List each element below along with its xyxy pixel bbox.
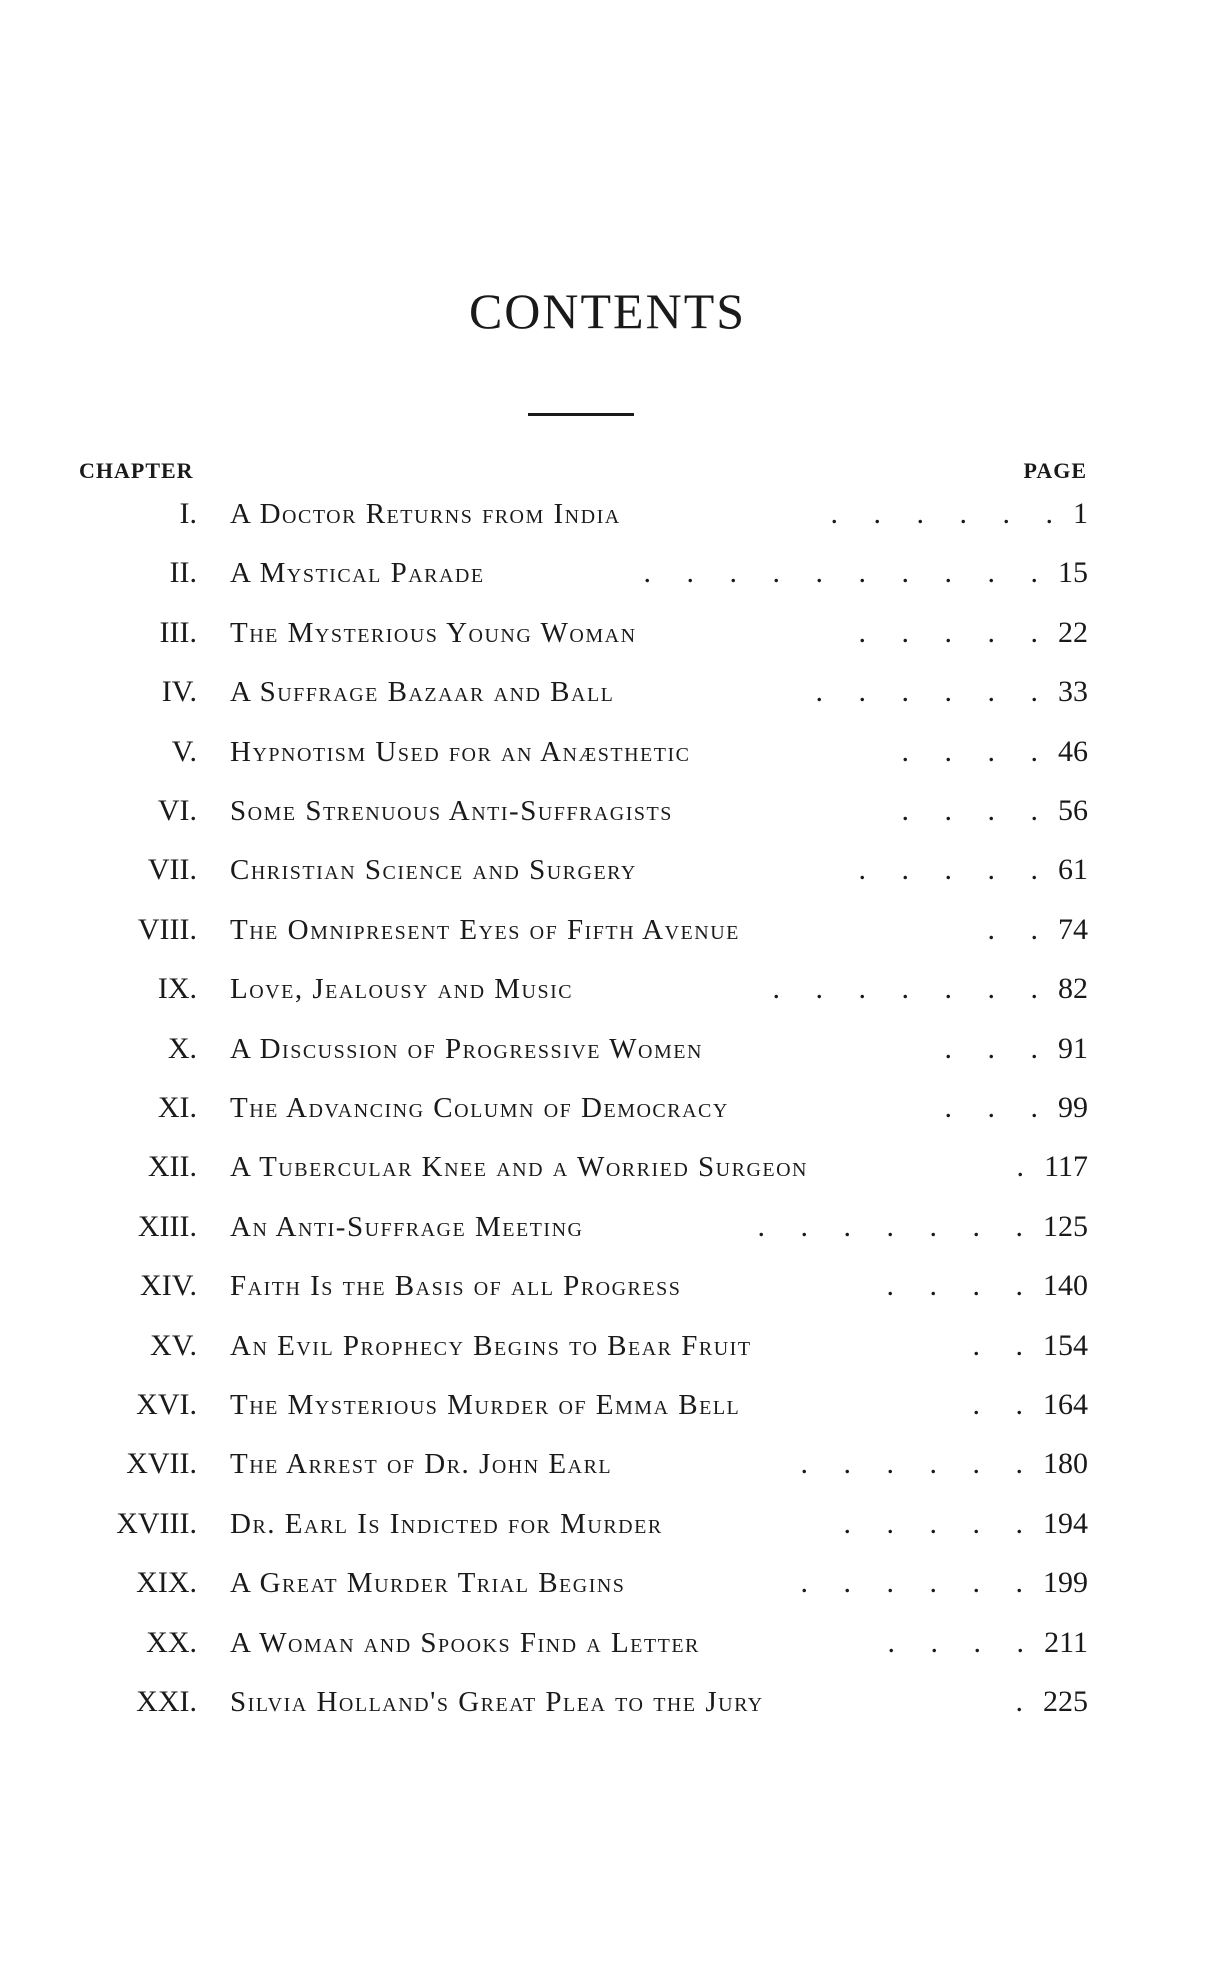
chapter-title: The Mysterious Murder of Emma Bell bbox=[230, 1389, 741, 1421]
leader-dots: . . . . . bbox=[858, 853, 1052, 887]
toc-entry[interactable] bbox=[0, 1381, 1215, 1429]
chapter-number: II. bbox=[169, 556, 197, 590]
page-number: 82 bbox=[1058, 972, 1088, 1006]
leader-dots: . . . . . bbox=[843, 1506, 1037, 1540]
chapter-title: The Omnipresent Eyes of Fifth Avenue bbox=[230, 913, 740, 946]
chapter-title: Hypnotism Used for an Anæsthetic bbox=[230, 735, 691, 768]
page-number: 125 bbox=[1043, 1209, 1088, 1243]
chapter-number: XX. bbox=[146, 1625, 197, 1659]
toc-entry[interactable] bbox=[0, 549, 1215, 597]
leader-dots: . . bbox=[972, 1388, 1037, 1421]
chapter-title: Faith Is the Basis of all Progress bbox=[230, 1270, 682, 1303]
chapter-title: A Discussion of Progressive Women bbox=[230, 1032, 703, 1065]
chapter-number: XV. bbox=[150, 1328, 197, 1362]
page-number: 199 bbox=[1043, 1566, 1088, 1600]
page-number: 225 bbox=[1043, 1685, 1088, 1718]
chapter-number: XIV. bbox=[140, 1269, 197, 1303]
page-number: 154 bbox=[1043, 1328, 1088, 1362]
page-title: CONTENTS bbox=[468, 283, 747, 339]
page-number: 211 bbox=[1044, 1625, 1088, 1659]
chapter-title: A Great Murder Trial Begins bbox=[230, 1567, 626, 1600]
toc-entry[interactable] bbox=[0, 1025, 1215, 1073]
toc-entry[interactable] bbox=[0, 1262, 1215, 1310]
chapter-number: I. bbox=[179, 497, 197, 530]
chapter-title: Christian Science and Surgery bbox=[230, 854, 637, 887]
chapter-title: Some Strenuous Anti-Suffragists bbox=[230, 795, 673, 827]
chapter-number: IV. bbox=[161, 675, 197, 709]
chapter-number: XI. bbox=[157, 1091, 197, 1124]
leader-dots: . . . . . . bbox=[815, 675, 1052, 709]
leader-dots: . . . . . . bbox=[800, 1447, 1037, 1481]
toc-entry[interactable] bbox=[0, 846, 1215, 894]
chapter-title: An Anti-Suffrage Meeting bbox=[230, 1210, 584, 1243]
toc-entry[interactable] bbox=[0, 609, 1215, 657]
leader-dots: . . bbox=[972, 1328, 1037, 1362]
toc-entry[interactable] bbox=[0, 1559, 1215, 1607]
chapter-column-header: CHAPTER bbox=[79, 458, 194, 483]
toc-entry[interactable] bbox=[0, 906, 1215, 954]
title-divider bbox=[528, 413, 634, 416]
leader-dots: . . bbox=[987, 912, 1052, 946]
leader-dots: . . . . . . . bbox=[772, 972, 1052, 1006]
chapter-title: The Advancing Column of Democracy bbox=[230, 1092, 729, 1124]
toc-entry[interactable] bbox=[0, 787, 1215, 835]
chapter-title: Dr. Earl Is Indicted for Murder bbox=[230, 1507, 663, 1540]
chapter-title: Silvia Holland's Great Plea to the Jury bbox=[230, 1686, 764, 1718]
chapter-title: A Doctor Returns from India bbox=[230, 498, 621, 530]
chapter-title: Love, Jealousy and Music bbox=[230, 973, 574, 1006]
page-number: 46 bbox=[1058, 734, 1088, 768]
leader-dots: . . . . bbox=[887, 1625, 1038, 1659]
chapter-number: IX. bbox=[157, 972, 197, 1006]
leader-dots: . . . bbox=[944, 1091, 1052, 1124]
page-number: 164 bbox=[1043, 1388, 1088, 1421]
leader-dots: . . . . bbox=[901, 734, 1052, 768]
page-number: 33 bbox=[1058, 675, 1088, 709]
leader-dots: . . . . . . . bbox=[757, 1209, 1037, 1243]
chapter-number: V. bbox=[171, 734, 197, 768]
page-number: 180 bbox=[1043, 1447, 1088, 1481]
leader-dots: . . . bbox=[944, 1031, 1052, 1065]
chapter-title: A Woman and Spooks Find a Letter bbox=[230, 1626, 700, 1659]
toc-entry[interactable] bbox=[0, 1322, 1215, 1370]
chapter-number: X. bbox=[167, 1031, 197, 1065]
toc-entry[interactable] bbox=[0, 490, 1215, 538]
leader-dots: . . . . . . . . . . bbox=[643, 556, 1052, 590]
leader-dots: . bbox=[1016, 1150, 1038, 1184]
toc-entry[interactable] bbox=[0, 1084, 1215, 1132]
toc-entry[interactable] bbox=[0, 1619, 1215, 1667]
chapter-title: The Mysterious Young Woman bbox=[230, 616, 637, 649]
page-number: 117 bbox=[1044, 1150, 1088, 1184]
page-number: 91 bbox=[1058, 1031, 1088, 1065]
page-number: 22 bbox=[1058, 615, 1088, 649]
leader-dots: . . . . . . bbox=[800, 1566, 1037, 1600]
leader-dots: . . . . bbox=[901, 794, 1052, 827]
toc-entry[interactable] bbox=[0, 668, 1215, 716]
chapter-title: An Evil Prophecy Begins to Bear Fruit bbox=[230, 1329, 752, 1362]
toc-entry[interactable] bbox=[0, 728, 1215, 776]
chapter-number: XVIII. bbox=[116, 1506, 197, 1540]
toc-entry[interactable] bbox=[0, 1143, 1215, 1191]
chapter-title: A Tubercular Knee and a Worried Surgeon bbox=[230, 1151, 808, 1184]
leader-dots: . bbox=[1015, 1685, 1037, 1718]
chapter-number: XXI. bbox=[136, 1685, 197, 1718]
chapter-number: III. bbox=[159, 615, 197, 649]
chapter-number: VIII. bbox=[137, 912, 197, 946]
toc-entry[interactable] bbox=[0, 1678, 1215, 1726]
page-number: 56 bbox=[1058, 794, 1088, 827]
page-number: 74 bbox=[1058, 912, 1088, 946]
page-number: 140 bbox=[1043, 1269, 1088, 1303]
page-number: 99 bbox=[1058, 1091, 1088, 1124]
chapter-number: XII. bbox=[147, 1150, 197, 1184]
page-number: 194 bbox=[1043, 1506, 1088, 1540]
toc-entry[interactable] bbox=[0, 1500, 1215, 1548]
chapter-number: XVI. bbox=[136, 1388, 197, 1421]
leader-dots: . . . . . . bbox=[830, 497, 1067, 530]
chapter-title: A Suffrage Bazaar and Ball bbox=[230, 676, 615, 709]
chapter-number: XVII. bbox=[126, 1447, 197, 1481]
chapter-number: XIX. bbox=[136, 1566, 197, 1600]
leader-dots: . . . . . bbox=[858, 615, 1052, 649]
page-number: 1 bbox=[1073, 497, 1088, 530]
chapter-number: VI. bbox=[157, 794, 197, 827]
toc-entry[interactable] bbox=[0, 1440, 1215, 1488]
page-number: 61 bbox=[1058, 853, 1088, 887]
leader-dots: . . . . bbox=[886, 1269, 1037, 1303]
chapter-number: VII. bbox=[147, 853, 197, 887]
page-number: 15 bbox=[1058, 556, 1088, 590]
chapter-title: A Mystical Parade bbox=[230, 557, 485, 590]
toc-entry[interactable] bbox=[0, 1203, 1215, 1251]
chapter-title: The Arrest of Dr. John Earl bbox=[230, 1448, 613, 1481]
toc-entry[interactable] bbox=[0, 965, 1215, 1013]
chapter-number: XIII. bbox=[137, 1209, 197, 1243]
page-column-header: PAGE bbox=[1023, 458, 1087, 483]
